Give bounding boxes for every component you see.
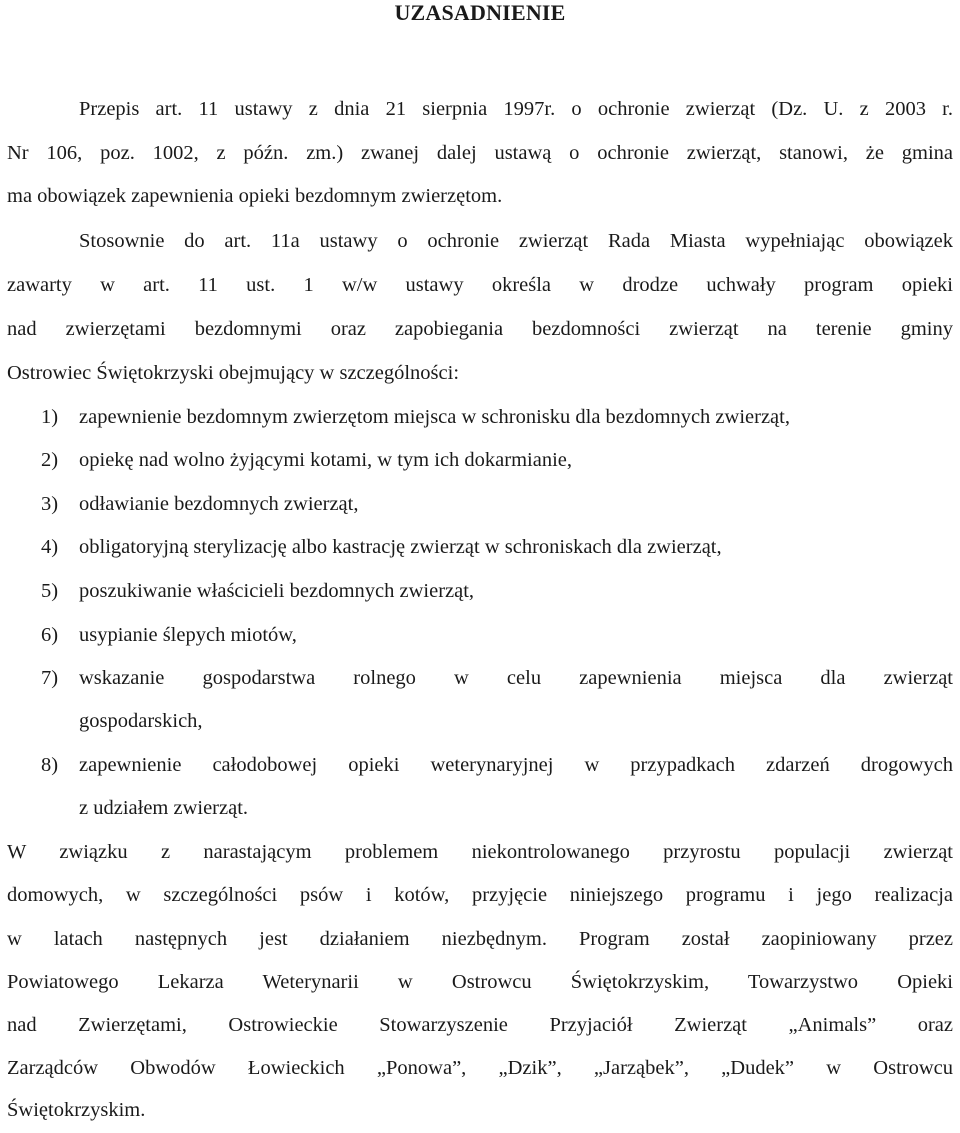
document-title: UZASADNIENIE <box>394 0 566 25</box>
list-item-number: 6) <box>41 624 59 646</box>
list-item-text: zapewnienie bezdomnym zwierzętom miejsca w schronisku dla bezdomnych zwierząt, <box>79 406 790 428</box>
closing-line-6: Zarządców Obwodów Łowieckich „Ponowa”, „Dzik”, „Jarząbek”, „Dudek” w Ostrowcu <box>7 1057 953 1079</box>
closing-line-7: Świętokrzyskim. <box>7 1099 146 1121</box>
intro-line-1: Przepis art. 11 ustawy z dnia 21 sierpnia 1997r. o ochronie zwierząt (Dz. U. z 2003 r. <box>79 98 953 120</box>
closing-line-2: domowych, w szczególności psów i kotów, przyjęcie niniejszego programu i jego realizacja <box>7 884 953 906</box>
intro-line-2: Nr 106, poz. 1002, z późn. zm.) zwanej dalej ustawą o ochronie zwierząt, stanowi, że gmina <box>7 142 953 164</box>
list-item-text: opiekę nad wolno żyjącymi kotami, w tym ich dokarmianie, <box>79 449 573 471</box>
list-item-number: 2) <box>41 449 59 471</box>
list-item-number: 8) <box>41 754 59 776</box>
list-item-text: wskazanie gospodarstwa rolnego w celu zapewnienia miejsca dla zwierząt <box>79 667 953 689</box>
closing-line-1: W związku z narastającym problemem niekontrolowanego przyrostu populacji zwierząt <box>7 841 953 863</box>
paragraph2-line-4: Ostrowiec Świętokrzyski obejmujący w szczególności: <box>7 362 460 384</box>
closing-line-3: w latach następnych jest działaniem niezbędnym. Program został zaopiniowany przez <box>7 928 953 950</box>
list-item-text: odławianie bezdomnych zwierząt, <box>79 493 359 515</box>
list-item-number: 1) <box>41 406 59 428</box>
paragraph2-line-2: zawarty w art. 11 ust. 1 w/w ustawy określa w drodze uchwały program opieki <box>7 274 953 296</box>
list-item-text: zapewnienie całodobowej opieki weterynaryjnej w przypadkach zdarzeń drogowych <box>79 754 953 776</box>
closing-line-4: Powiatowego Lekarza Weterynarii w Ostrowcu Świętokrzyskim, Towarzystwo Opieki <box>7 971 953 993</box>
list-item-text: obligatoryjną sterylizację albo kastrację zwierząt w schroniskach dla zwierząt, <box>79 536 722 558</box>
list-item-text-continuation: z udziałem zwierząt. <box>79 797 249 819</box>
list-item-text-continuation: gospodarskich, <box>79 710 203 732</box>
list-item-text: poszukiwanie właścicieli bezdomnych zwierząt, <box>79 580 475 602</box>
paragraph2-line-3: nad zwierzętami bezdomnymi oraz zapobiegania bezdomności zwierząt na terenie gminy <box>7 318 953 340</box>
list-item-number: 7) <box>41 667 59 689</box>
paragraph2-line-1: Stosownie do art. 11a ustawy o ochronie zwierząt Rada Miasta wypełniając obowiązek <box>79 230 953 252</box>
list-item-number: 5) <box>41 580 59 602</box>
closing-line-5: nad Zwierzętami, Ostrowieckie Stowarzyszenie Przyjaciół Zwierząt „Animals” oraz <box>7 1014 953 1036</box>
list-item-number: 3) <box>41 493 59 515</box>
intro-line-3: ma obowiązek zapewnienia opieki bezdomnym zwierzętom. <box>7 185 503 207</box>
list-item-text: usypianie ślepych miotów, <box>79 624 297 646</box>
list-item-number: 4) <box>41 536 59 558</box>
